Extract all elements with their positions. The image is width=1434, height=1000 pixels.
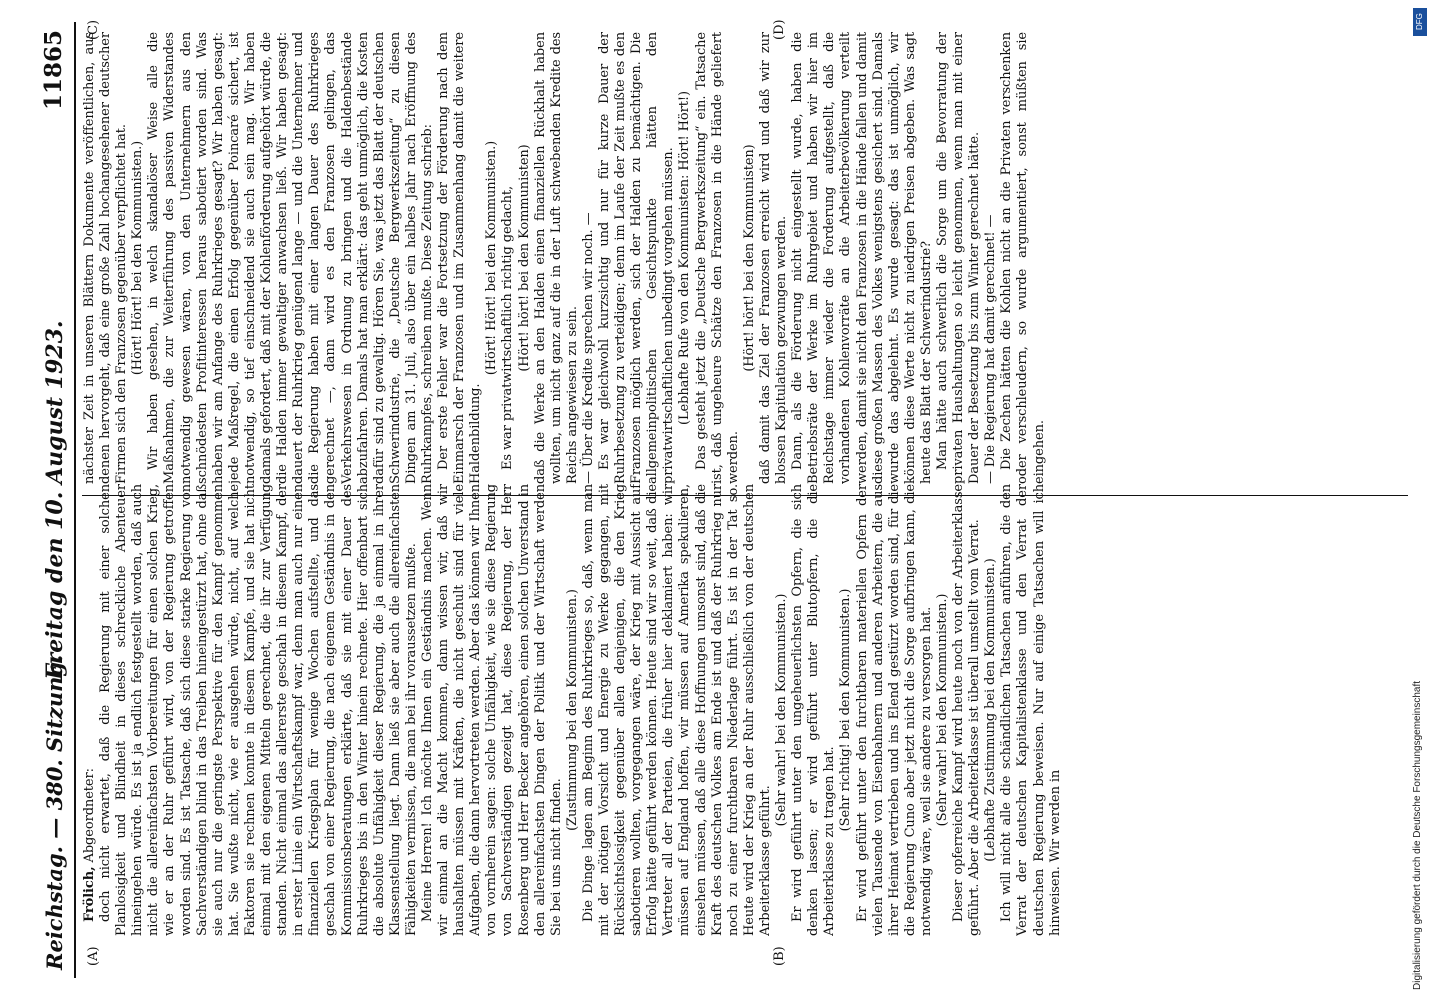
paragraph-text: Dann, als die Förderung nicht eingestellt wurde, haben die Betriebsräte der Werke im Ruhrgebiet und haben wir hier im Reichstage immer wieder die Forderung aufgestellt, daß die vorhandenen Kohlenvorräte an die Arbeiterbevölkerung verteilt werden, damit sie nicht den Franzosen in die Hände fallen und damit diese großen Massen des Volkes wenigstens gesichert sind. Damals wurde das abgelehnt. Es wurde gesagt: das ist unmöglich, wir können diese Werte nicht zu niedrigen Preisen abgeben. Was sagt heute das Blatt der Schwerindustrie?: [790, 32, 934, 484]
paragraph: [983, 32, 999, 484]
paragraph: [999, 32, 1047, 484]
paragraph: [999, 484, 1063, 936]
paragraph-text: Er wird geführt unter den ungeheuerlichsten Opfern, die sich denken lassen; er wird geführt unter Blutopfern, die die Arbeiterklasse zu tragen hat.: [790, 484, 838, 936]
paragraph-text: (Sehr wahr! bei den Kommunisten.): [934, 593, 950, 827]
paragraph-text: (Hört! Hört! bei den Kommunisten.): [484, 140, 500, 376]
paragraph-text: (Sehr wahr! bei den Kommunisten.): [774, 593, 790, 827]
paragraph-text: Die Zechen hätten die Kohlen nicht an die Privaten verschenken oder verschleudern, so wurde argumentiert, sonst müßten sie eingehen.: [999, 32, 1047, 484]
paragraph-text: daß damit das Ziel der Franzosen erreicht wird und daß wir zur blossen Kapitulation gezwungen werden.: [757, 32, 790, 484]
paragraph-text: Es war gleichwohl kurzsichtig und nur für kurze Dauer der Ruhrbesetzung zu verteidigen; denn im Laufe der Zeit mußte es den Franzosen möglich werden, sich der Halden zu bemächtigen. Die allgemeinpolitischen Gesichtspunkte hätten den privatwirtschaftlichen unbedingt vorgehen müssen.: [597, 32, 677, 484]
column-divider: [82, 495, 1408, 496]
paragraph: [82, 484, 98, 936]
paragraph: [935, 32, 983, 484]
paragraph-text: Man hätte auch schwerlich die Sorge um die Bevorratung der privaten Haushaltungen so leicht genommen, wenn man mit einer Dauer der Besetzung bis zum Winter gerechnet hätte.: [934, 32, 983, 484]
paragraph-text: Dieser opferreiche Kampf wird heute noch von der Arbeiterklasse geführt. Aber die Arbeiterklasse ist überall umstellt vom Verrat.: [951, 484, 983, 936]
paragraph-text: Es war privatwirtschaftlich richtig gedacht,: [500, 185, 516, 470]
paragraph-text: (Lebhafte Rufe von den Kommunisten: Hört! Hört!): [677, 91, 693, 425]
margin-mark-c: (C): [86, 19, 101, 40]
paragraph-text: — Über die Kredite sprechen wir noch. —: [580, 212, 596, 484]
paragraph-text: Er wird geführt unter den furchtbaren materiellen Opfern der vielen Tausende von Eisenbahnern und anderen Arbeitern, die aus ihrer Heimat vertrieben und ins Elend gestürzt worden sind, für die die Regierung Cuno aber jetzt nicht die Sorge aufbringen kann, die notwendig wäre, weil sie andere zu versorgen hat.: [854, 484, 934, 936]
dfg-logo: DFG: [1413, 8, 1427, 36]
scanned-page: [32, 0, 1420, 1000]
speaker-role: Abgeordneter:: [82, 768, 97, 867]
page-number: 11865: [40, 30, 67, 111]
paragraph-text: (Sehr richtig! bei den Kommunisten.): [838, 588, 854, 832]
paragraph: [500, 32, 516, 484]
paragraph-text: Ich will nicht alle die schändlichen Tatsachen anführen, die den Verrat der deutschen Kapitalistenklasse und den Verrat der deutschen Regierung beweisen. Nur auf einige Tatsachen will ich hinweisen. Wir werden in: [999, 484, 1063, 936]
paragraph: [758, 32, 790, 484]
paragraph-text: (Zustimmung bei den Kommunisten.): [564, 589, 580, 831]
paragraph: [694, 32, 742, 484]
paragraph: [420, 484, 565, 936]
page-header: [38, 30, 72, 970]
digitization-notice: Digitalisierung gefördert durch die Deutsche Forschungsgemeinschaft: [1412, 680, 1423, 990]
paragraph-text: nächster Zeit in unseren Blättern Dokumente veröffentlichen, aus denen hervorgeht, daß eine große Zahl hochangesehener deutscher Firmen sich den Franzosen gegenüber verpflichtet hat.: [82, 32, 130, 484]
paragraph: [951, 484, 983, 936]
speaker-name: Frölich,: [82, 866, 97, 922]
interjection: [983, 484, 999, 936]
header-left: Reichstag. — 380. Sitzung.: [42, 654, 67, 970]
interjection: [484, 32, 500, 484]
right-column: [82, 32, 1408, 484]
paragraph-text: Die Dinge lagen am Beginn des Ruhrkrieges so, daß, wenn man mit der nötigen Vorsicht und Energie zu Werke gegangen, mit Rücksichtslosigkeit gegenüber allen denjenigen, die den Krieg sabotieren wollten, vorgegangen wäre, der Krieg mit Aussicht auf Erfolg hätte geführt werden können. Heute sind wir so weit, daß die Vertreter all der Parteien, die früher hier deklamiert haben: wir müssen auf England hoffen, wir müssen auf Amerika spekulieren, einsehen müssen, daß alle diese Hoffnungen umsonst sind, daß die Kraft des deutschen Volkes am Ende ist und daß der Ruhrkrieg nur noch zu einer furchtbaren Niederlage führt. Es ist in der Tat so. Heute wird der Krieg an der Ruhr ausschließlich von der deutschen Arbeiterklasse geführt.: [580, 484, 773, 936]
margin-mark-d: (D): [772, 19, 787, 40]
paragraph-text: (Lebhafte Zustimmung bei den Kommunisten.): [983, 558, 999, 862]
paragraph: [82, 32, 130, 484]
paragraph: [790, 484, 838, 936]
paragraph: [533, 32, 581, 484]
paragraph: [146, 32, 436, 484]
paragraph-text: Das gesteht jetzt die „Deutsche Bergwerkszeitung“ ein. Tatsache ist, daß ungeheure Schätze den Franzosen in die Hände geliefert werden.: [693, 32, 741, 484]
paragraph-text: (Hört! hört! bei den Kommunisten): [741, 144, 757, 372]
interjection: [935, 484, 951, 936]
paragraph: [597, 32, 677, 484]
interjection: [130, 32, 146, 484]
interjection: [677, 32, 693, 484]
paragraph-text: daß die Werke an den Halden einen finanziellen Rückhalt haben wollten, um nicht ganz auf die in der Luft schwebenden Kredite des Reichs angewiesen zu sein.: [532, 32, 580, 484]
interjection: [742, 32, 758, 484]
paragraph-text: (Hört! hört! bei den Kommunisten): [516, 144, 532, 372]
interjection: [565, 484, 581, 936]
interjection: [774, 484, 790, 936]
interjection: [517, 32, 533, 484]
margin-mark-b: (B): [772, 946, 787, 966]
paragraph: [855, 484, 935, 936]
paragraph-text: (Hört! Hört! bei den Kommunisten.): [130, 140, 146, 376]
paragraph-text: doch nicht erwartet, daß die Regierung mit einer solchen Planlosigkeit und Blindheit in dieses schreckliche Abenteuer hineingehen würde. Es ist ja endlich festgestellt worden, daß auch nicht die allereinfachsten Vorbereitungen für einen solchen Krieg, wie er an der Ruhr geführt wird, von der Regierung getroffen worden sind. Es ist Tatsache, daß sich diese starke Regierung von Sachverständigen blind in das Treiben hineingestürzt hat, ohne daß sie auch nur die geringste Perspektive für den Kampf genommen hat. Sie wußte nicht, wie er ausgehen würde, nicht, auf welche Faktoren sie rechnen konnte in diesem Kampfe, und sie hat nicht einmal mit den eigenen Mitteln gerechnet, die ihr zur Verfügung standen. Nicht einmal das allererste geschah in diesem Kampf, der in erster Linie ein Wirtschaftskampf war, denn man auch nur einen finanziellen Kriegsplan für wenige Wochen aufstellte, und das geschah von einer Regierung, die nach eigenem Geständnis in den Kommissionsberatungen erklärte, daß sie mit einer Dauer des Ruhrkrieges bis in den Winter hinein rechnete. Hier offenbart sich die absolute Unfähigkeit dieser Regierung, die ja einmal in ihrer Klassenstellung liegt. Dann ließ sie aber auch die allereinfachsten Fähigkeiten vermissen, die man bei ihr voraussetzen mußte.: [98, 484, 419, 936]
paragraph: [581, 484, 774, 936]
margin-mark-a: (A): [86, 946, 101, 966]
paragraph: [436, 32, 484, 484]
paragraph-text: — Die Regierung hat damit gerechnet! —: [983, 214, 999, 484]
paragraph: [98, 484, 420, 936]
paragraph-text: Meine Herren! Ich möchte Ihnen ein Geständnis machen. Wenn wir einmal an die Macht kommen, dann wissen wir, daß wir haushalten müssen mit Kräften, die nicht geschult sind für viele Aufgaben, die dann hervortreten werden. Aber das können wir Ihnen von vornherein sagen: solche Unfähigkeit, wie sie diese Regierung von Sachverständigen gezeigt hat, diese Regierung, der Herr Rosenberg und Herr Becker angehören, einen solchen Unverstand in den allereinfachsten Dingen der Politik und der Wirtschaft werden Sie bei uns nicht finden.: [419, 484, 564, 936]
header-rule: [74, 22, 76, 978]
paragraph: [790, 32, 935, 484]
interjection: [838, 484, 854, 936]
header-date: Freitag den 10. August 1923.: [42, 320, 68, 680]
left-column: [82, 484, 1408, 936]
paragraph: [581, 32, 597, 484]
paragraph-text: Wir haben gesehen, in welch skandalöser Weise alle die Maßnahmen, die zur Weiterführung des passiven Widerstandes notwendig gewesen wären, von den Unternehmern aus den schnödesten Profitinteressen heraus sabotiert worden sind. Was haben wir am Anfange des Ruhrkrieges gesagt? Wir haben gesagt: jede Maßregel, die einen Erfolg gegenüber Poincaré sichert, ist notwendig, so tief einschneidend sie auch sein mag. Wir haben damals gefordert, daß mit der Kohlenförderung aufgehört würde, die die Halden immer gewaltiger anwachsen ließ. Wir haben gesagt: dauert der Ruhrkrieg genügend lange — und die Unternehmer und die Regierung haben mit einer langen Dauer des Ruhrkrieges gerechnet —, dann wird es den Franzosen gelingen, das Verkehrswesen in Ordnung zu bringen und die Haldenbestände abzufahren. Damals hat man erklärt: das geht unmöglich, die Kosten dafür sind zu gewaltig. Hören Sie, was jetzt das Blatt der deutschen Schwerindustrie, die „Deutsche Bergwerkszeitung“ zu diesen Dingen am 31. Juli, also über ein halbes Jahr nach Eröffnung des Ruhrkampfes, schreiben mußte. Diese Zeitung schrieb:: [146, 32, 435, 484]
paragraph-text: Der erste Fehler war die Fortsetzung der Förderung nach dem Einmarsch der Franzosen und im Zusammenhang damit die weitere Haldenbildung.: [436, 32, 484, 484]
